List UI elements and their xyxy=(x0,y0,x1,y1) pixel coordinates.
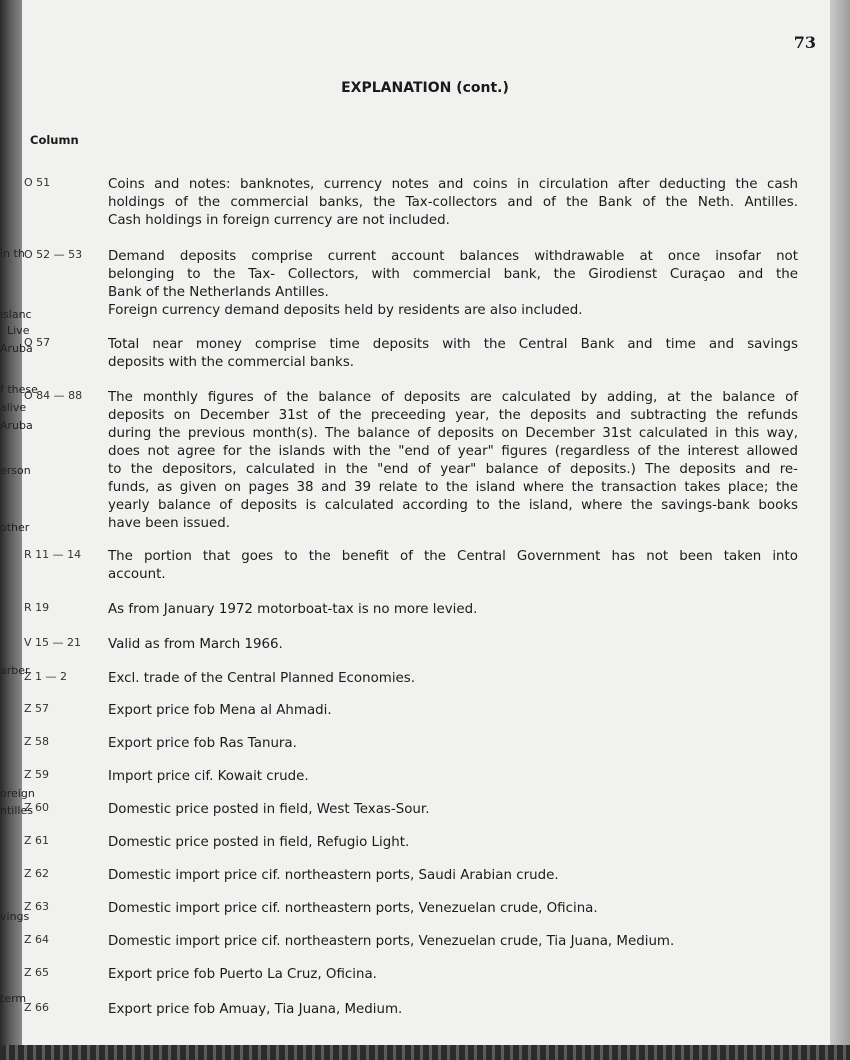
margin-fragment: islanc xyxy=(0,308,32,321)
page-number: 73 xyxy=(793,33,816,52)
entry-line: funds, as given on pages 38 and 39 relate to the island where the transaction takes place; the xyxy=(108,480,798,495)
entry-text xyxy=(108,548,798,584)
page-edge-shadow xyxy=(830,0,850,1060)
margin-fragment: f these xyxy=(0,383,38,396)
entry-text xyxy=(108,336,798,372)
entry-line: account. xyxy=(108,567,166,582)
entry-line: during the previous month(s). The balance of deposits on December 31st calculated in this way, xyxy=(108,426,798,441)
entry-text: Export price fob Amuay, Tia Juana, Medium. xyxy=(108,1002,403,1017)
entry-text: Domestic import price cif. northeastern ports, Venezuelan crude, Oficina. xyxy=(108,901,598,916)
entry-text: As from January 1972 motorboat-tax is no more levied. xyxy=(108,602,478,617)
margin-fragment: vings xyxy=(0,910,30,923)
column-code: Z 65 xyxy=(24,966,50,979)
margin-fragment: Aruba xyxy=(0,419,33,432)
page-stack-edge xyxy=(0,1045,850,1060)
column-code: Z 61 xyxy=(24,834,50,847)
column-heading: Column xyxy=(30,133,79,147)
column-code: Z 57 xyxy=(24,702,50,715)
entry-text: Domestic import price cif. northeastern ports, Saudi Arabian crude. xyxy=(108,868,559,883)
entry-line: Cash holdings in foreign currency are not included. xyxy=(108,213,450,228)
margin-fragment: term xyxy=(0,992,27,1005)
margin-fragment: other xyxy=(0,521,30,534)
entry-text: Domestic import price cif. northeastern ports, Venezuelan crude, Tia Juana, Medium. xyxy=(108,934,675,949)
column-code: Z 63 xyxy=(24,900,50,913)
entry-line: Foreign currency demand deposits held by residents are also included. xyxy=(108,303,583,318)
column-code: O 51 xyxy=(24,176,51,189)
column-code: O 84 — 88 xyxy=(24,389,83,402)
column-code: Z 59 xyxy=(24,768,50,781)
column-code: Z 62 xyxy=(24,867,50,880)
entry-text xyxy=(108,176,798,230)
column-code: Z 58 xyxy=(24,735,50,748)
column-code: R 19 xyxy=(24,601,50,614)
page-title: EXPLANATION (cont.) xyxy=(341,80,509,96)
entry-text: Domestic price posted in field, West Texas-Sour. xyxy=(108,802,430,817)
entry-line: yearly balance of deposits is calculated according to the island, where the savings-bank books xyxy=(108,498,798,513)
entry-line: belonging to the Tax- Collectors, with commercial bank, the Girodienst Curaçao and the xyxy=(108,267,798,282)
entry-text: Export price fob Ras Tanura. xyxy=(108,736,297,751)
column-code: Z 1 — 2 xyxy=(24,670,68,683)
margin-fragment: in th xyxy=(0,247,25,260)
entry-line: Demand deposits comprise current account balances withdrawable at once insofar not xyxy=(108,249,798,264)
column-code: V 15 — 21 xyxy=(24,636,82,649)
entry-line: The monthly figures of the balance of deposits are calculated by adding, at the balance of xyxy=(108,390,798,405)
entry-text: Valid as from March 1966. xyxy=(108,637,283,652)
column-code: Z 60 xyxy=(24,801,50,814)
entry-text: Export price fob Puerto La Cruz, Oficina. xyxy=(108,967,377,982)
entry-text: Export price fob Mena al Ahmadi. xyxy=(108,703,332,718)
entry-line: to the depositors, calculated in the "end of year" balance of deposits.) The deposits and re- xyxy=(108,462,798,477)
margin-fragment: alive xyxy=(0,401,27,414)
entry-line: Total near money comprise time deposits with the Central Bank and time and savings xyxy=(108,337,798,352)
entry-line: deposits with the commercial banks. xyxy=(108,355,355,370)
column-code: O 57 xyxy=(24,336,51,349)
entry-line: deposits on December 31st of the preceeding year, the deposits and subtracting the refunds xyxy=(108,408,798,423)
column-code: Z 66 xyxy=(24,1001,50,1014)
entry-text xyxy=(108,389,798,533)
entry-line: Bank of the Netherlands Antilles. xyxy=(108,285,329,300)
margin-fragment: Aruba xyxy=(0,342,33,355)
entry-text: Excl. trade of the Central Planned Economies. xyxy=(108,671,416,686)
margin-fragment: ntilles xyxy=(0,804,33,817)
entry-line: does not agree for the islands with the "end of year" figures (regardless of the interest allowed xyxy=(108,444,798,459)
entry-line: have been issued. xyxy=(108,516,230,531)
column-code: Z 64 xyxy=(24,933,50,946)
column-code: R 11 — 14 xyxy=(24,548,82,561)
entry-text xyxy=(108,248,798,320)
entry-line: holdings of the commercial banks, the Tax-collectors and of the Bank of the Neth. Antilles. xyxy=(108,195,798,210)
margin-fragment: . Live xyxy=(0,324,30,337)
entry-text: Import price cif. Kowait crude. xyxy=(108,769,309,784)
margin-fragment: arber xyxy=(0,664,30,677)
column-code: O 52 — 53 xyxy=(24,248,83,261)
margin-fragment: erson xyxy=(0,464,31,477)
margin-fragment: oreign xyxy=(0,787,35,800)
entry-line: Coins and notes: banknotes, currency notes and coins in circulation after deducting the cash xyxy=(108,177,798,192)
entry-line: The portion that goes to the benefit of the Central Government has not been taken into xyxy=(108,549,798,564)
entry-text: Domestic price posted in field, Refugio Light. xyxy=(108,835,410,850)
